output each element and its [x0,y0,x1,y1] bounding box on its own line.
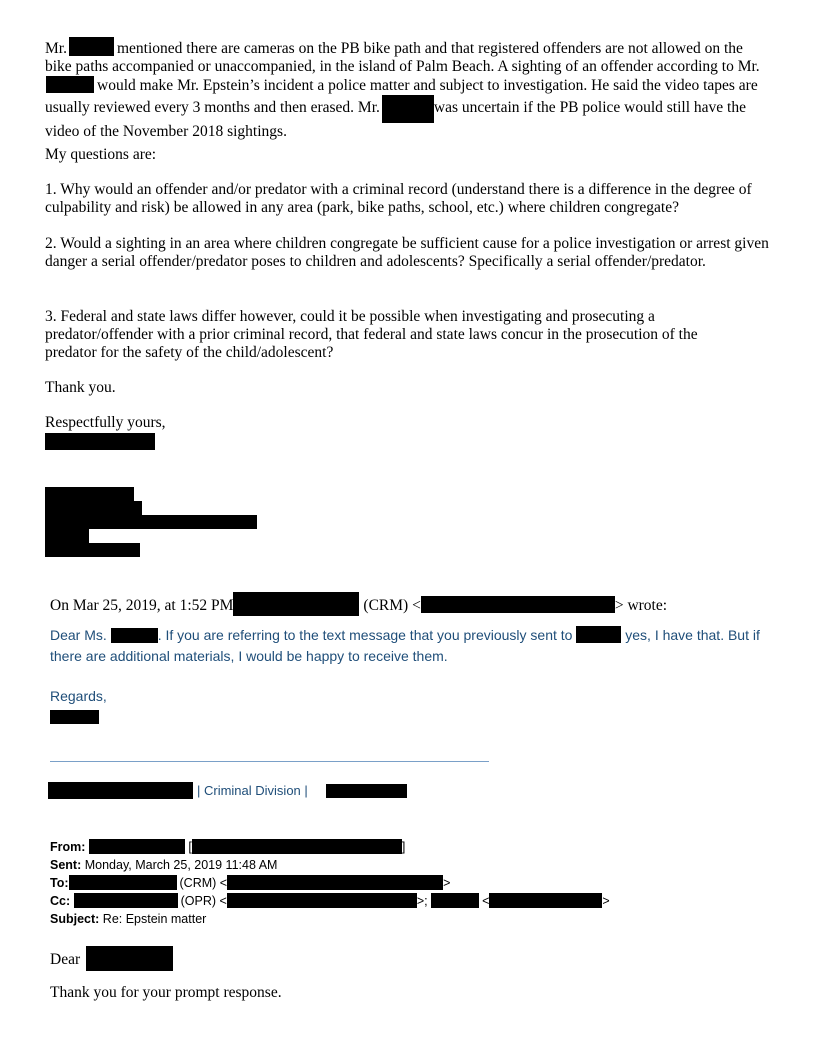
redaction-box [192,839,402,854]
cc-row [50,892,790,910]
to-row [50,874,790,892]
redaction-box [46,76,94,93]
quoted-message-body [50,625,770,667]
reply-dear: Dear [50,951,81,968]
quoted-signature-redaction [50,710,99,724]
redaction-box [233,592,359,616]
redaction-box [227,875,443,890]
quoted-wrote: > wrote: [614,597,668,614]
signature-phone-redaction [326,784,407,798]
sent-row [50,856,790,874]
question-1: 1. Why would an offender and/or predator with a criminal record (understand there is a difference in the degree of culpability and risk) be allowed in any area (park, bike paths, school, etc.) where children congregate? [45,181,752,216]
redaction-box [86,946,173,971]
cc-value: (OPR) < [180,894,227,908]
redaction-box [489,893,602,908]
redaction-box [69,875,177,890]
paragraph-text: Mr. [45,40,67,57]
cc-label: Cc: [50,894,71,908]
address-redaction [45,501,142,515]
address-redaction [45,487,134,501]
paragraph-text: was uncertain if the PB police would still have the video of the November 2018 sightings. [45,99,746,140]
from-bracket: [ [188,840,192,854]
from-bracket: ] [401,840,406,854]
redaction-box [227,893,417,908]
subject-label: Subject: [50,912,100,926]
signature-name-redaction [48,782,193,799]
email-header-block [50,838,790,928]
quoted-header-line [50,592,667,616]
sent-value: Monday, March 25, 2019 11:48 AM [84,858,278,872]
redaction-box [421,596,615,613]
quoted-text: . If you are referring to the text message that you previously sent to [157,627,573,643]
paragraph-text: would make Mr. Epstein’s incident a police matter and subject to investigation. He said the video tapes are usually reviewed every 3 months and then erased. Mr. [45,77,758,116]
redaction-box [89,839,185,854]
cc-separator: >; [416,894,428,908]
address-redaction [45,529,89,543]
cc-open: < [482,894,490,908]
signature-division: | Criminal Division | [197,783,308,798]
address-redaction [45,543,140,557]
quoted-date: On Mar 25, 2019, at 1:52 PM [50,597,234,614]
thank-you-line: Thank you. [45,379,116,396]
reply-salutation [50,946,173,971]
subject-row [50,910,790,928]
from-row [50,838,790,856]
redaction-box [74,893,178,908]
quoted-text: Dear Ms. [50,627,107,643]
from-label: From: [50,840,86,854]
redaction-box [111,628,158,643]
subject-value: Re: Epstein matter [102,912,207,926]
to-label: To: [50,876,69,890]
quoted-sender-dept: (CRM) < [363,597,421,614]
to-close: > [443,876,451,890]
redaction-box [431,893,479,908]
quoted-text: yes, I have that. But if there are additional materials, I would be happy to receive them. [50,627,760,664]
question-3: 3. Federal and state laws differ however, could it be possible when investigating and prosecuting a predator/offender with a prior criminal record, that federal and state laws concur in the prosecution of the predator for the safety of the child/adolescent? [45,308,698,361]
paragraph-text: mentioned there are cameras on the PB bike path and that registered offenders are not allowed on the bike paths accompanied or unaccompanied, in the island of Palm Beach. A sighting of an offender according to Mr. [45,40,760,75]
paragraph-cameras [45,37,773,141]
cc-close: > [602,894,610,908]
question-2: 2. Would a sighting in an area where children congregate be sufficient cause for a police investigation or arrest given danger a serial offender/predator poses to children and adolescents? Specifically a serial offender/predator. [45,235,769,270]
questions-intro: My questions are: [45,146,157,163]
sent-label: Sent: [50,858,82,872]
redaction-box [69,37,114,56]
to-value: (CRM) < [179,876,228,890]
address-redaction [45,515,257,529]
closing-line: Respectfully yours, [45,414,166,431]
signature-redaction [45,433,155,450]
redaction-box [576,626,621,643]
redaction-box [382,95,434,123]
signature-divider [50,761,489,762]
quoted-regards: Regards, [50,688,107,704]
reply-thanks: Thank you for your prompt response. [50,984,282,1001]
